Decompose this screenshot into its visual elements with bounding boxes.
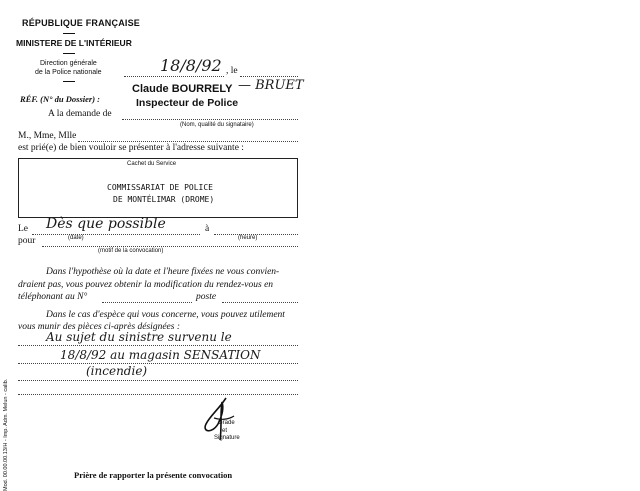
stamp-handwritten-name: — BRUET — [238, 78, 304, 93]
appointment-date-caption: (date) — [68, 235, 84, 241]
footer-notice: Prière de rapporter la présente convocation — [74, 470, 233, 480]
service-line2: DE MONTÉLIMAR (DROME) — [113, 195, 215, 204]
invited-text: est prié(e) de bien vouloir se présenter à l'adresse suivante : — [18, 143, 244, 153]
service-line1: COMMISSARIAT DE POLICE — [107, 183, 213, 192]
date-suffix: , le — [226, 66, 238, 76]
appointment-date-line — [32, 234, 200, 235]
paragraph2-line1: Dans le cas d'espèce qui vous concerne, vous pouvez utilement — [46, 310, 285, 320]
civility-label: M., Mme, Mlle — [18, 131, 77, 141]
signature-label-line1: Grade — [218, 420, 235, 426]
stamp-name: Claude BOURRELY — [132, 83, 233, 95]
divider — [63, 53, 75, 54]
request-caption: (Nom, qualité du signataire) — [180, 122, 254, 128]
paragraph2-line2: vous munir des pièces ci-après désignées : — [18, 322, 180, 332]
appointment-motive-line — [42, 246, 298, 247]
stamp-title: Inspecteur de Police — [136, 97, 239, 109]
date-handwritten: 18/8/92 — [160, 56, 222, 75]
documents-rule4 — [18, 394, 298, 395]
divider — [63, 33, 75, 34]
service-stamp-box — [18, 158, 298, 218]
documents-rule3 — [18, 380, 298, 381]
request-line — [122, 119, 298, 120]
civility-line — [78, 141, 298, 142]
paragraph1-line2: draient pas, vous pouvez obtenir la modification du rendez-vous en — [18, 280, 274, 290]
direction-line2: de la Police nationale — [35, 69, 102, 76]
phone-line — [102, 302, 192, 303]
direction-line1: Direction générale — [40, 60, 97, 67]
appointment-motive-caption: (motif de la convocation) — [98, 248, 164, 254]
documents-line2: 18/8/92 au magasin SENSATION — [60, 348, 261, 362]
paragraph1-line3-prefix: téléphonant au N° — [18, 292, 88, 302]
documents-rule1 — [18, 345, 298, 346]
appointment-a-label: à — [205, 224, 210, 234]
ref-label: RÉF. (N° du Dossier) : — [20, 94, 100, 104]
divider — [63, 81, 75, 82]
appointment-pour-label: pour — [18, 236, 36, 246]
signature-label-line2: et — [222, 428, 228, 434]
documents-line3: (incendie) — [86, 364, 148, 378]
poste-line — [222, 302, 298, 303]
service-caption: Cachet du Service — [127, 161, 177, 167]
republic-heading: RÉPUBLIQUE FRANÇAISE — [22, 18, 141, 28]
appointment-le-label: Le — [18, 224, 29, 234]
documents-rule2 — [18, 363, 298, 364]
appointment-date-handwritten: Dès que possible — [46, 216, 166, 232]
signature-label-line3: Signature — [214, 435, 240, 441]
request-label: A la demande de — [48, 109, 112, 119]
documents-line1: Au sujet du sinistre survenu le — [46, 330, 232, 344]
ministry-heading: MINISTERE DE L'INTÉRIEUR — [16, 38, 132, 48]
side-print: Mod. 00.00.00.13/H - Imp. Adm. Melun - calib. — [3, 378, 9, 491]
date-line — [124, 76, 224, 77]
date-line-2 — [240, 76, 298, 77]
appointment-hour-caption: (heure) — [238, 235, 258, 241]
paragraph1-line1: Dans l'hypothèse où la date et l'heure fixées ne vous convien- — [46, 267, 280, 277]
paragraph1-line3-suffix: poste — [196, 292, 217, 302]
